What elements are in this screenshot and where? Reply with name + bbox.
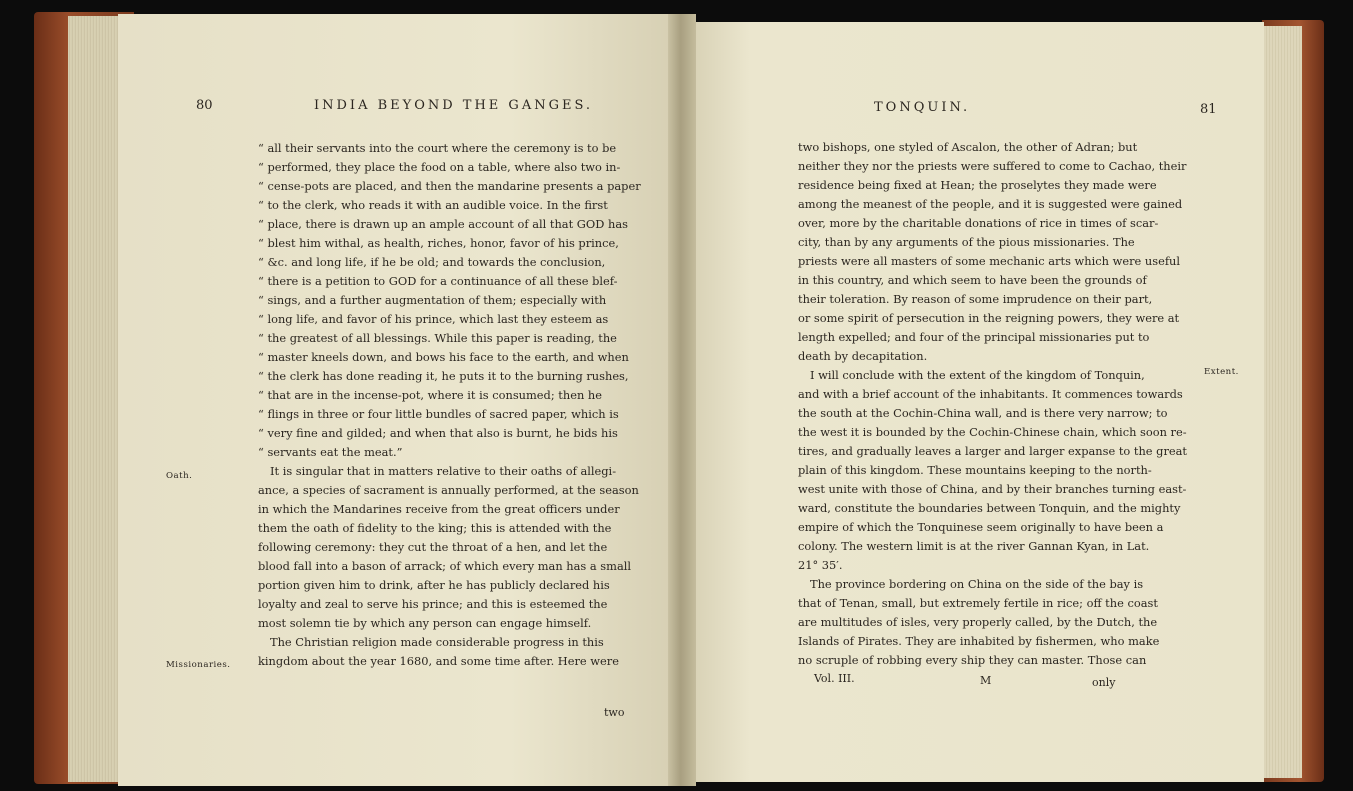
text-line: “ the greatest of all blessings. While this paper is reading, the bbox=[258, 331, 617, 345]
text-line: kingdom about the year 1680, and some time after. Here were bbox=[258, 654, 619, 668]
left-running-head: INDIA BEYOND THE GANGES. bbox=[314, 98, 594, 113]
margin-note-oath: Oath. bbox=[166, 471, 193, 481]
text-line: portion given him to drink, after he has publicly declared his bbox=[258, 578, 610, 592]
text-line: empire of which the Tonquinese seem originally to have been a bbox=[798, 520, 1164, 534]
text-line: tires, and gradually leaves a larger and larger expanse to the great bbox=[798, 444, 1188, 458]
text-line: “ all their servants into the court where the ceremony is to be bbox=[258, 141, 617, 155]
text-line: It is singular that in matters relative to their oaths of allegi- bbox=[270, 464, 617, 478]
text-line: The Christian religion made considerable progress in this bbox=[270, 635, 604, 649]
text-line: “ to the clerk, who reads it with an audible voice. In the first bbox=[258, 198, 608, 212]
text-line: “ cense-pots are placed, and then the mandarine presents a paper bbox=[258, 179, 641, 193]
text-line: “ sings, and a further augmentation of them; especially with bbox=[258, 293, 607, 307]
text-line: “ place, there is drawn up an ample account of all that GOD has bbox=[258, 217, 628, 231]
text-line: loyalty and zeal to serve his prince; and this is esteemed the bbox=[258, 597, 608, 611]
text-line: length expelled; and four of the principal missionaries put to bbox=[798, 330, 1150, 344]
text-line: Islands of Pirates. They are inhabited by fishermen, who make bbox=[798, 634, 1160, 648]
text-line: west unite with those of China, and by their branches turning east- bbox=[798, 482, 1187, 496]
text-line: “ master kneels down, and bows his face to the earth, and when bbox=[258, 350, 629, 364]
text-line: in this country, and which seem to have been the grounds of bbox=[798, 273, 1147, 287]
text-line: the west it is bounded by the Cochin-Chinese chain, which soon re- bbox=[798, 425, 1187, 439]
text-line: and with a brief account of the inhabitants. It commences towards bbox=[798, 387, 1183, 401]
signature-volume: Vol. III. bbox=[814, 672, 855, 685]
signature-mark: M bbox=[980, 674, 992, 687]
text-line: them the oath of fidelity to the king; this is attended with the bbox=[258, 521, 612, 535]
margin-note-extent: Extent. bbox=[1204, 367, 1239, 377]
book-gutter bbox=[668, 14, 696, 786]
text-line: priests were all masters of some mechanic arts which were useful bbox=[798, 254, 1181, 268]
text-line: “ &c. and long life, if he be old; and towards the conclusion, bbox=[258, 255, 606, 269]
right-page-number: 81 bbox=[1200, 102, 1217, 117]
left-page-number: 80 bbox=[196, 98, 213, 113]
text-line: blood fall into a bason of arrack; of which every man has a small bbox=[258, 559, 632, 573]
text-line: “ flings in three or four little bundles of sacred paper, which is bbox=[258, 407, 619, 421]
text-line: “ performed, they place the food on a table, where also two in- bbox=[258, 160, 621, 174]
text-line: “ blest him withal, as health, riches, honor, favor of his prince, bbox=[258, 236, 619, 250]
text-line: I will conclude with the extent of the kingdom of Tonquin, bbox=[810, 368, 1145, 382]
right-page bbox=[680, 22, 1264, 782]
text-line: plain of this kingdom. These mountains keeping to the north- bbox=[798, 463, 1152, 477]
text-line: The province bordering on China on the side of the bay is bbox=[810, 577, 1144, 591]
text-line: “ long life, and favor of his prince, which last they esteem as bbox=[258, 312, 609, 326]
text-line: that of Tenan, small, but extremely fertile in rice; off the coast bbox=[798, 596, 1158, 610]
text-line: “ the clerk has done reading it, he puts it to the burning rushes, bbox=[258, 369, 629, 383]
text-line: most solemn tie by which any person can engage himself. bbox=[258, 616, 592, 630]
text-line: are multitudes of isles, very properly called, by the Dutch, the bbox=[798, 615, 1158, 629]
right-page-text bbox=[798, 138, 1190, 670]
text-line: colony. The western limit is at the river Gannan Kyan, in Lat. bbox=[798, 539, 1150, 553]
text-line: residence being fixed at Hean; the proselytes they made were bbox=[798, 178, 1157, 192]
text-line: ward, constitute the boundaries between Tonquin, and the mighty bbox=[798, 501, 1181, 515]
left-page bbox=[118, 14, 678, 786]
text-line: their toleration. By reason of some imprudence on their part, bbox=[798, 292, 1153, 306]
text-line: the south at the Cochin-China wall, and is there very narrow; to bbox=[798, 406, 1168, 420]
page-edges-right bbox=[1262, 26, 1302, 778]
text-line: among the meanest of the people, and it is suggested were gained bbox=[798, 197, 1183, 211]
margin-note-missionaries: Missionaries. bbox=[166, 660, 231, 670]
text-line: ance, a species of sacrament is annually performed, at the season bbox=[258, 483, 639, 497]
text-line: neither they nor the priests were suffered to come to Cachao, their bbox=[798, 159, 1187, 173]
text-line: in which the Mandarines receive from the great officers under bbox=[258, 502, 620, 516]
text-line: two bishops, one styled of Ascalon, the other of Adran; but bbox=[798, 140, 1138, 154]
text-line: 21° 35′. bbox=[798, 558, 843, 572]
text-line: “ there is a petition to GOD for a continuance of all these blef- bbox=[258, 274, 618, 288]
left-catchword: two bbox=[604, 706, 625, 719]
left-page-text bbox=[258, 139, 641, 671]
right-catchword: only bbox=[1092, 676, 1116, 689]
text-line: no scruple of robbing every ship they can master. Those can bbox=[798, 653, 1147, 667]
text-line: death by decapitation. bbox=[798, 349, 928, 363]
text-line: city, than by any arguments of the pious missionaries. The bbox=[798, 235, 1135, 249]
text-line: or some spirit of persecution in the reigning powers, they were at bbox=[798, 311, 1180, 325]
text-line: over, more by the charitable donations of rice in times of scar- bbox=[798, 216, 1159, 230]
text-line: “ very fine and gilded; and when that also is burnt, he bids his bbox=[258, 426, 618, 440]
text-line: following ceremony: they cut the throat of a hen, and let the bbox=[258, 540, 608, 554]
text-line: “ that are in the incense-pot, where it is consumed; then he bbox=[258, 388, 602, 402]
right-running-head: TONQUIN. bbox=[874, 100, 971, 115]
page-edges-left bbox=[68, 16, 120, 782]
text-line: “ servants eat the meat.” bbox=[258, 445, 403, 459]
